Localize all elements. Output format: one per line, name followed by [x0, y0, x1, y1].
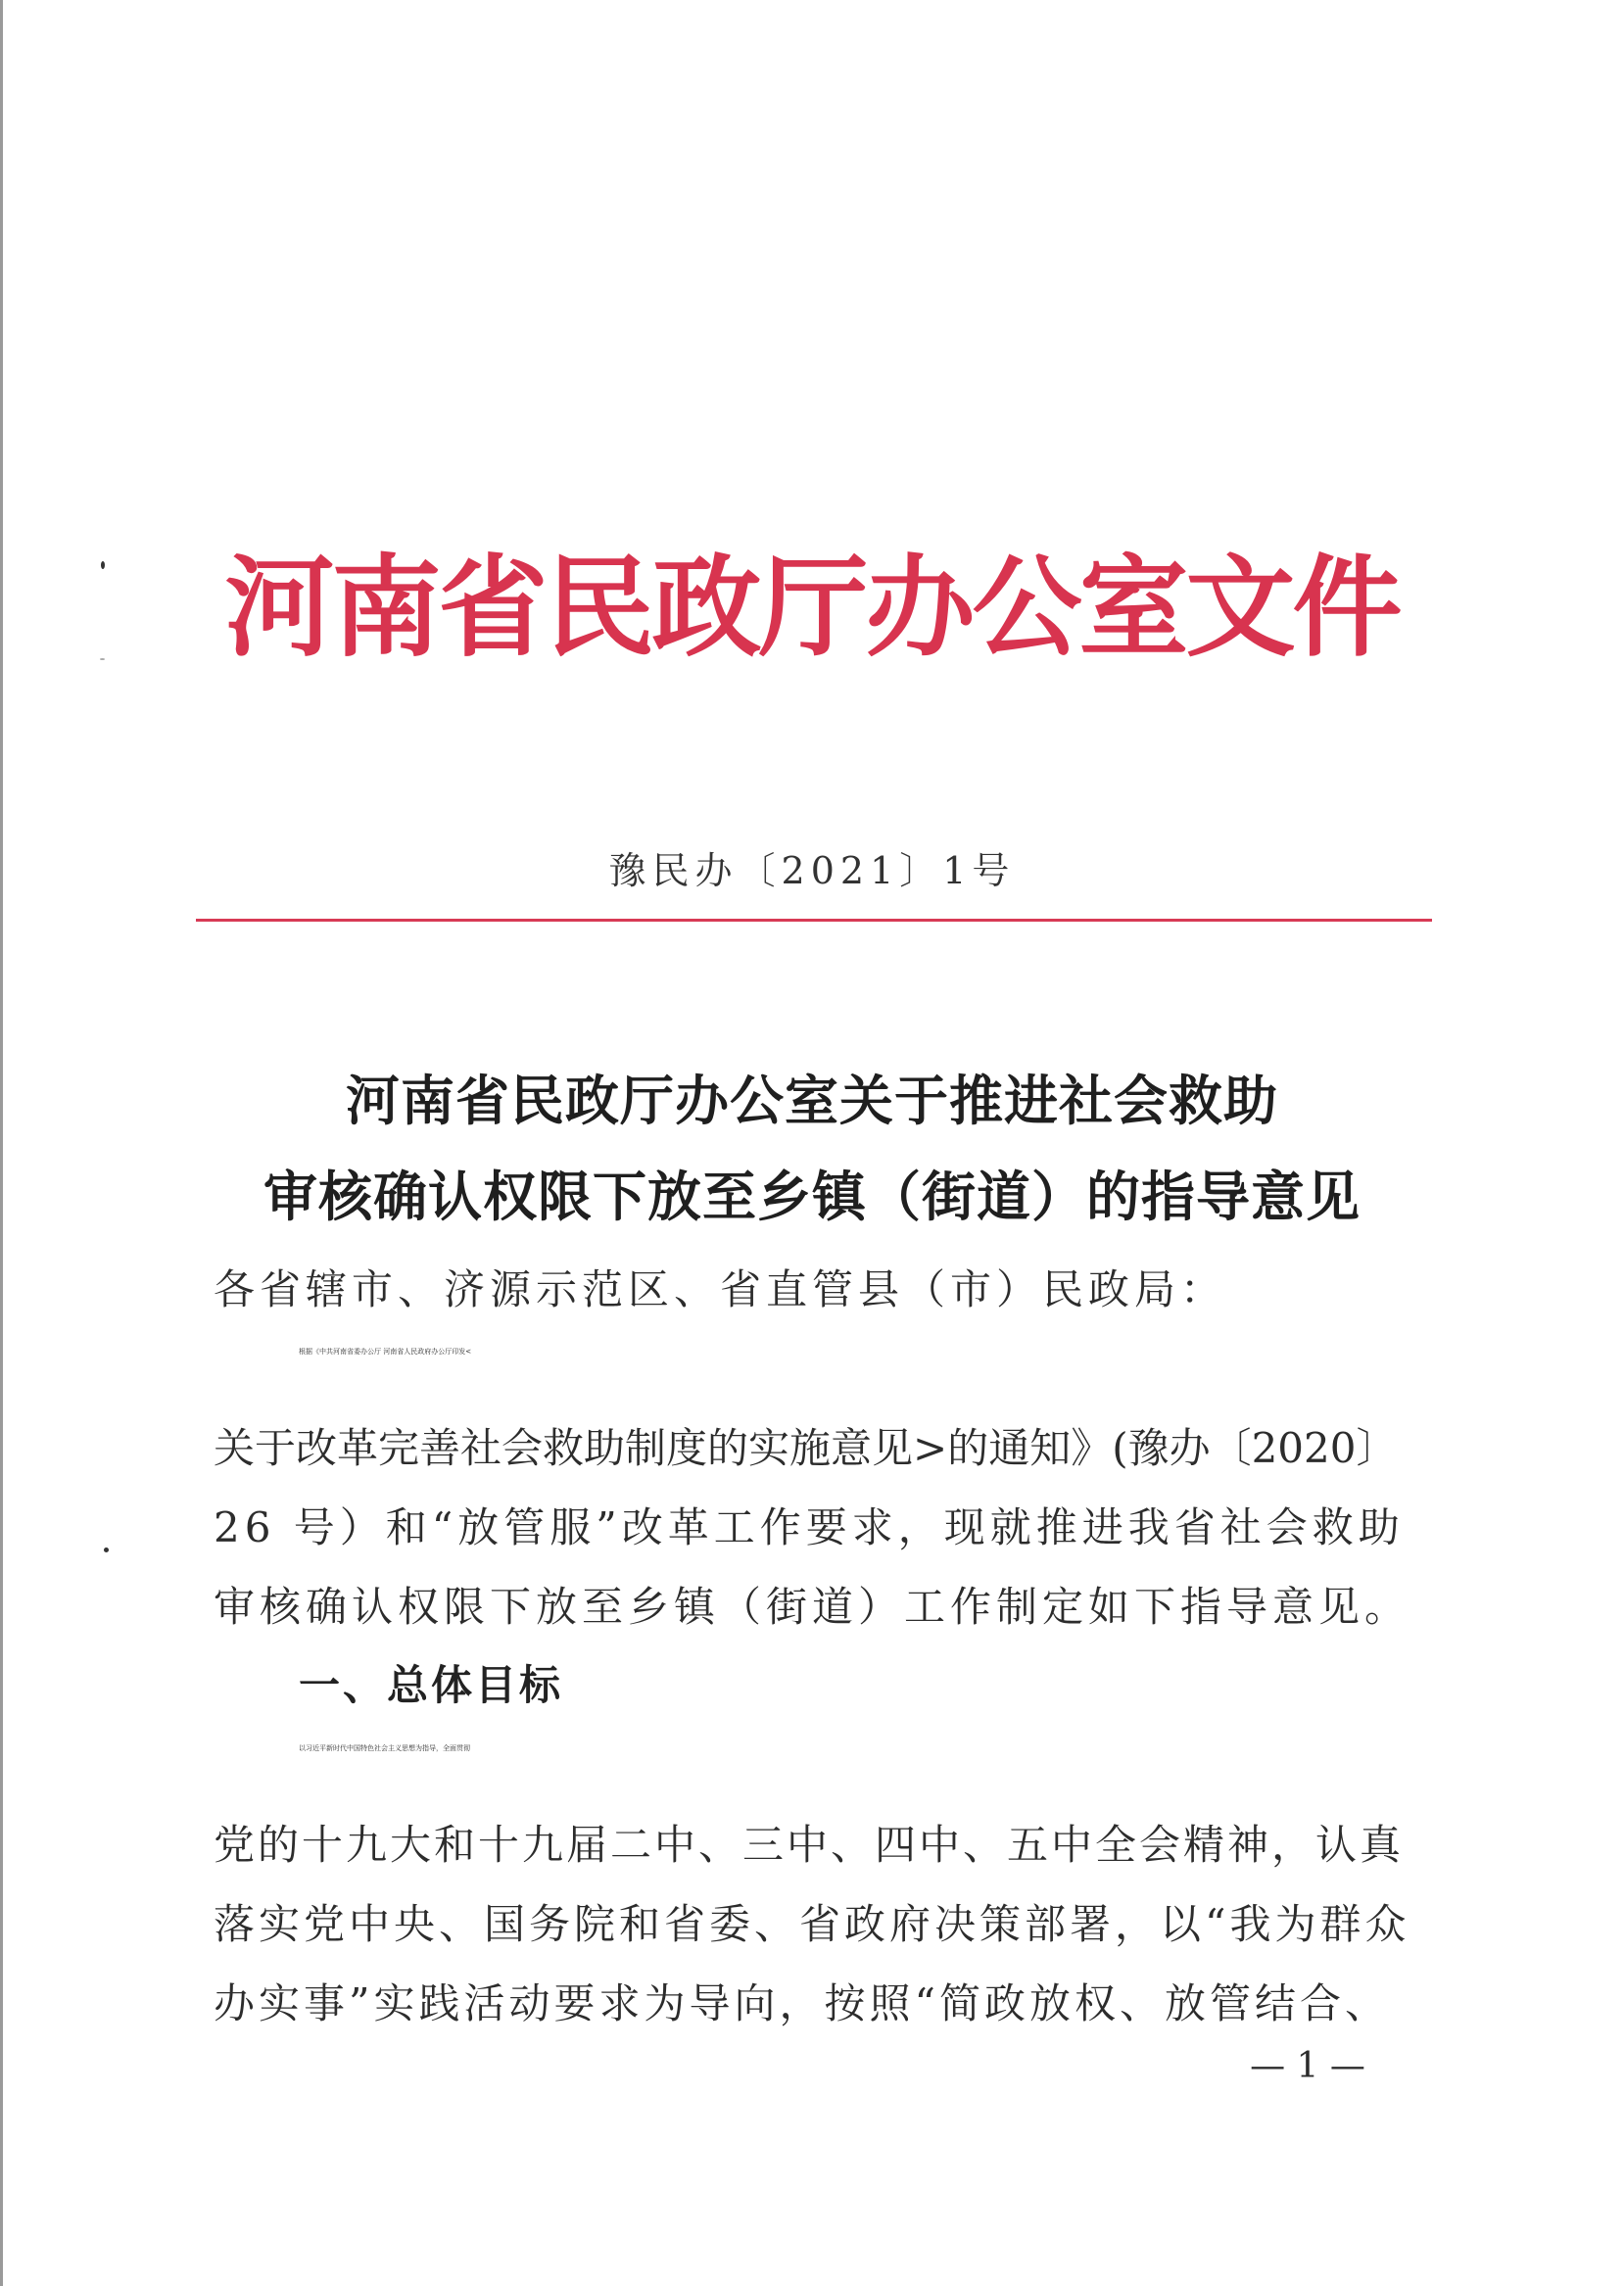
red-separator-rule	[196, 919, 1432, 922]
scan-speck	[100, 658, 105, 660]
paragraph-line: 关于改革完善社会救助制度的实施意见>的通知》(豫办〔2020〕	[214, 1424, 1398, 1472]
issuer-header-title: 河南省民政厅办公室文件	[224, 544, 1400, 672]
scan-speck	[101, 561, 105, 569]
paragraph-line: 审核确认权限下放至乡镇（街道）工作制定如下指导意见。	[214, 1583, 1411, 1631]
addressee-line: 各省辖市、济源示范区、省直管县（市）民政局：	[214, 1265, 1227, 1313]
paragraph-line: 党的十九大和十九届二中、三中、四中、五中全会精神，认真	[214, 1821, 1405, 1869]
document-number: 豫民办〔2021〕1号	[608, 849, 1016, 892]
scan-edge	[0, 0, 3, 2286]
paragraph-line: 26 号）和“放管服”改革工作要求，现就推进我省社会救助	[214, 1503, 1405, 1551]
paragraph-line: 落实党中央、国务院和省委、省政府决策部署，以“我为群众	[214, 1900, 1410, 1948]
section-heading: 一、总体目标	[299, 1661, 564, 1709]
document-title	[196, 1053, 1428, 1245]
paragraph-line: 办实事”实践活动要求为导向，按照“简政放权、放管结合、	[214, 1979, 1390, 2027]
page-number: — 1 —	[1250, 2046, 1365, 2086]
paragraph-line: 以习近平新时代中国特色社会主义思想为指导，全面贯彻	[299, 1744, 470, 1752]
paragraph-line: 根据《中共河南省委办公厅 河南省人民政府办公厅印发<	[299, 1348, 472, 1356]
document-title-line: 河南省民政厅办公室关于推进社会救助	[345, 1069, 1278, 1132]
document-title-line: 审核确认权限下放至乡镇（街道）的指导意见	[263, 1165, 1361, 1228]
scan-speck	[104, 1548, 109, 1552]
